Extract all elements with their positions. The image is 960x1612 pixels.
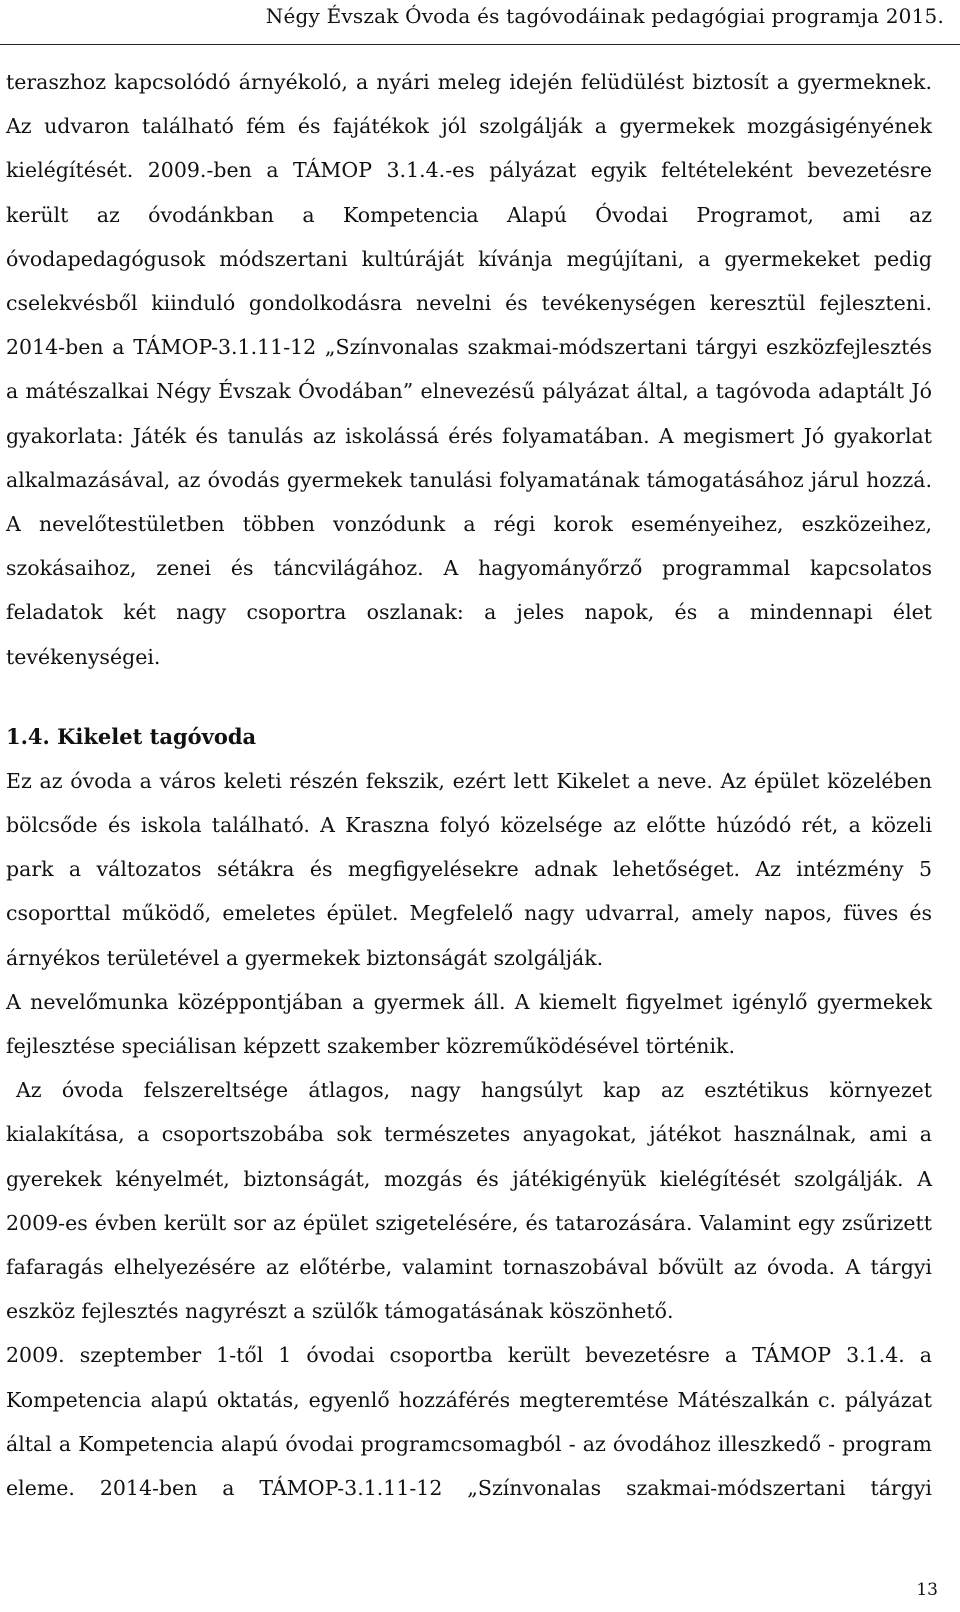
paragraph-intro: teraszhoz kapcsolódó árnyékoló, a nyári meleg idején felüdülést biztosít a gyermeknek. Az udvaron található fém és fajátékok jól szolgálják a gyermekek mozgásigényének kielégítését. 2009.-ben a TÁMOP 3.1.4.-es pályázat egyik feltételeként bevezetésre került az óvodánkban a Kompetencia Alapú Óvodai Programot, ami az óvodapedagógusok módszertani kultúráját kívánja megújítani, a gyermekeket pedig cselekvésből kiinduló gondolkodásra nevelni és tevékenységen keresztül fejleszteni. 2014-ben a TÁMOP-3.1.11-12 „Színvonalas szakmai-módszertani tárgyi eszközfejlesztés a mátészalkai Négy Évszak Óvodában” elnevezésű pályázat által, a tagóvoda adaptált Jó gyakorlata: Játék és tanulás az iskolássá érés folyamatában. A megismert Jó gyakorlat alkalmazásával, az óvodás gyermekek tanulási folyamatának támogatásához járul hozzá. A nevelőtestületben többen vonzódunk a régi korok eseményeihez, eszközeihez, szokásaihoz, zenei és táncvilágához. A hagyományőrző programmal kapcsolatos feladatok két nagy csoportra oszlanak: a jeles napok, és a mindennapi élet tevékenységei. <box>6 70 932 669</box>
header-title: Négy Évszak Óvoda és tagóvodáinak pedagógiai programja 2015. <box>265 4 944 28</box>
paragraph-focus: A nevelőmunka középpontjában a gyermek áll. A kiemelt figyelmet igénylő gyermekek fejlesztése speciálisan képzett szakember közreműködésével történik. <box>6 989 932 1059</box>
page-number: 13 <box>916 1580 938 1600</box>
page-header <box>0 0 960 45</box>
section-heading: 1.4. Kikelet tagóvoda <box>6 723 257 749</box>
paragraph-program: 2009. szeptember 1-től 1 óvodai csoportba került bevezetésre a TÁMOP 3.1.4. a Kompetencia alapú oktatás, egyenlő hozzáférés megteremtése Mátészalkán c. pályázat által a Kompetencia alapú óvodai programcsomagból - az óvodához illeszkedő - program eleme. 2014-ben a TÁMOP-3.1.11-12 „Színvonalas szakmai-módszertani tárgyi <box>6 1343 932 1501</box>
paragraph-equipment: Az óvoda felszereltsége átlagos, nagy hangsúlyt kap az esztétikus környezet kialakítása, a csoportszobába sok természetes anyagokat, játékot használnak, ami a gyerekek kényelmét, biztonságát, mozgás és játékigényük kielégítését szolgálják. A 2009-es évben került sor az épület szigetelésére, és tatarozására. Valamint egy zsűrizett fafaragás elhelyezésére az előtérbe, valamint tornaszobával bővült az óvoda. A tárgyi eszköz fejlesztés nagyrészt a szülők támogatásának köszönhető. <box>6 1078 932 1324</box>
paragraph-location: Ez az óvoda a város keleti részén fekszik, ezért lett Kikelet a neve. Az épület közelében bölcsőde és iskola található. A Kraszna folyó közelsége az előtte húzódó rét, a közeli park a változatos sétákra és megfigyelésekre adnak lehetőséget. Az intézmény 5 csoporttal működő, emeletes épület. Megfelelő nagy udvarral, amely napos, füves és árnyékos területével a gyermekek biztonságát szolgálják. <box>6 768 932 970</box>
document-body <box>6 60 932 1510</box>
